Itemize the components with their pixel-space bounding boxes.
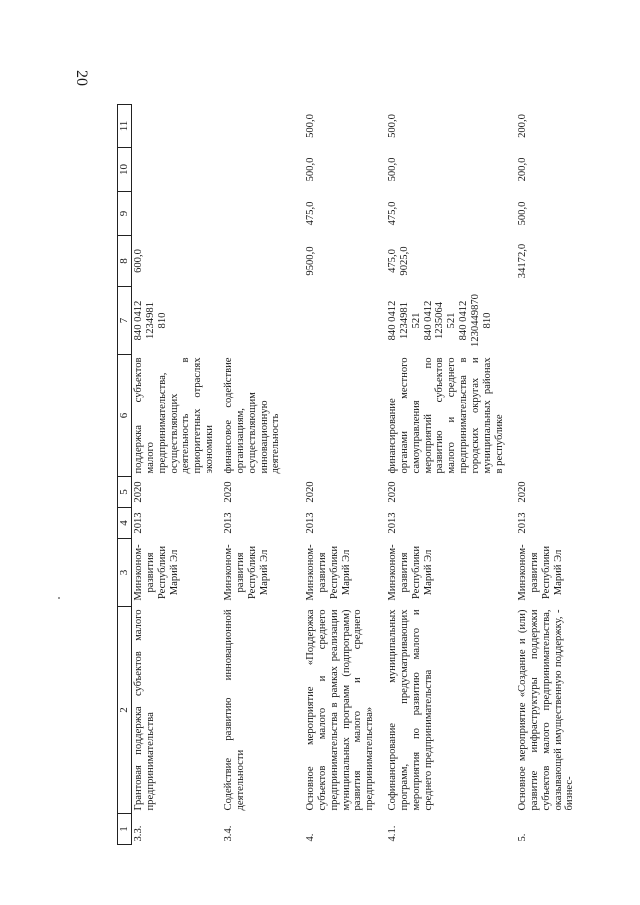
start-year: 2013: [387, 512, 398, 534]
value-col-8: [222, 236, 304, 287]
start-year: 2013: [223, 512, 234, 534]
value-col-9: [222, 192, 304, 236]
value-col-11: 200,0: [517, 114, 528, 138]
row-number: 5.: [517, 833, 528, 842]
header-col-4: 4: [118, 508, 132, 539]
table-row: [222, 105, 304, 845]
value-col-9: 500,0: [517, 201, 528, 226]
budget-code: 810: [156, 312, 168, 329]
budget-code: 840 0412: [422, 300, 434, 341]
row-number: 4.: [305, 833, 316, 842]
scan-speck: [58, 597, 60, 599]
value-col-9: 475,0: [387, 201, 398, 226]
end-year: 2020: [133, 481, 144, 503]
value-col-11: [222, 105, 304, 148]
executor: Минэконом-развития Республики Марий Эл: [133, 544, 180, 601]
table-row: [132, 105, 223, 845]
end-year: 2020: [387, 481, 398, 503]
table-row: [304, 105, 386, 845]
header-col-2: 2: [118, 607, 132, 814]
budget-codes: [132, 287, 223, 355]
budget-code: 840 0412: [387, 300, 398, 341]
end-year: 2020: [223, 481, 234, 503]
table-row: [386, 105, 516, 845]
value-col-9: [132, 192, 223, 236]
expected-result: финансовое содействие организациям, осуществляющим инновационную деятельность: [223, 357, 282, 474]
budget-code: 810: [481, 312, 493, 329]
measure-name: Софинансирование муниципальных программ, предусматривающих мероприятия по развитию малого и среднего предпринимательства: [387, 609, 434, 811]
program-table: [117, 104, 598, 845]
start-year: 2013: [517, 512, 528, 534]
header-col-7: 7: [118, 287, 132, 355]
budget-codes: [304, 287, 386, 355]
value-col-9: 475,0: [305, 201, 316, 226]
budget-code: 1234981: [398, 301, 410, 340]
measure-name: Грантовая поддержка субъектов малого предпринимательства: [133, 609, 156, 811]
measure-name: Основное мероприятие «Создание и (или) развитие инфраструктуры поддержки субъектов малого предпринимательства, оказывающей имущественную поддержку, - бизнес-: [517, 609, 576, 811]
budget-codes: [516, 287, 598, 355]
header-col-6: 6: [118, 355, 132, 477]
row-number: 3.4.: [223, 825, 234, 842]
value-col-8: 9500,0: [305, 246, 316, 276]
value-col-10: 500,0: [305, 157, 316, 182]
budget-code: 840 0412: [458, 300, 470, 341]
table-row: [516, 105, 598, 845]
expected-result: финансирование органами местного самоуправления мероприятий по развитию субъектов малого и среднего предпринимательства в городских округах и муниципальных районах в республике: [387, 357, 505, 474]
header-col-8: 8: [118, 236, 132, 287]
end-year: 2020: [305, 481, 316, 503]
budget-codes: [222, 287, 304, 355]
header-col-1: 1: [118, 814, 132, 845]
value-col-10: 200,0: [517, 157, 528, 182]
header-row: [118, 105, 132, 845]
value-col-8: 600,0: [133, 249, 144, 273]
budget-codes: [386, 287, 516, 355]
row-number: 4.1.: [387, 825, 398, 842]
budget-code: 521: [410, 312, 422, 329]
value-col-8: 34172,0: [517, 243, 528, 279]
expected-result: поддержка субъектов малого предпринимательства, осуществляющих деятельность в приоритетных отраслях экономики: [133, 357, 216, 474]
page-number: 20: [73, 70, 90, 86]
value-col-11: 500,0: [305, 114, 316, 138]
start-year: 2013: [133, 512, 144, 534]
measure-name: Содействие развитию инновационной деятельности: [223, 609, 246, 811]
budget-code: 1234981: [144, 301, 156, 340]
header-col-10: 10: [118, 148, 132, 192]
value-col-8: 475,0 9025,0: [387, 246, 410, 276]
value-col-10: [132, 148, 223, 192]
header-col-11: 11: [118, 105, 132, 148]
executor: Минэконом-развития Республики Марий Эл: [223, 544, 270, 601]
header-col-3: 3: [118, 539, 132, 607]
header-col-9: 9: [118, 192, 132, 236]
value-col-11: 500,0: [387, 114, 398, 138]
start-year: 2013: [305, 512, 316, 534]
executor: Минэконом-развития Республики Марий Эл: [387, 544, 434, 601]
expected-result: [516, 355, 598, 477]
value-col-10: [222, 148, 304, 192]
measure-name: Основное мероприятие «Поддержка субъектов малого и среднего предпринимательства в рамках реализации муниципальных программ (подпрограмм) развития малого и среднего предпринимательства»: [305, 609, 376, 811]
value-col-10: 500,0: [387, 157, 398, 182]
rotated-table-container: [117, 105, 576, 845]
budget-code: 521: [446, 312, 458, 329]
budget-code: 1235064: [434, 301, 446, 340]
header-col-5: 5: [118, 477, 132, 508]
value-col-11: [132, 105, 223, 148]
row-number: 3.3.: [133, 825, 144, 842]
expected-result: [304, 355, 386, 477]
executor: Минэконом-развития Республики Марий Эл: [517, 544, 564, 601]
budget-code: 840 0412: [133, 300, 144, 341]
budget-code: 1230449870: [470, 294, 482, 347]
end-year: 2020: [517, 481, 528, 503]
executor: Минэконом-развития Республики Марий Эл: [305, 544, 352, 601]
